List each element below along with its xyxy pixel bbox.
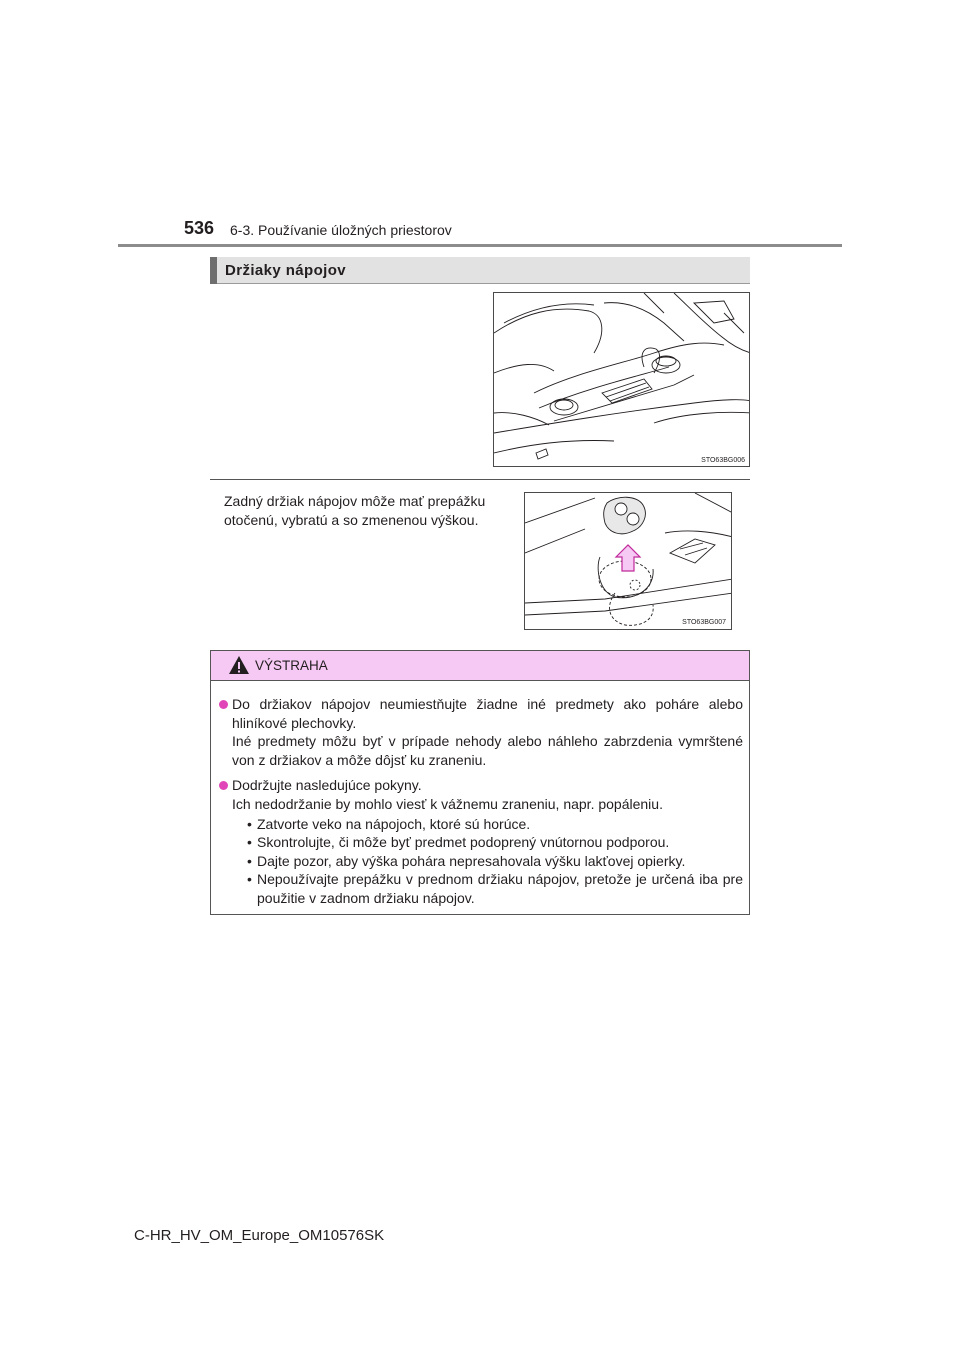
lift-arrow-icon bbox=[616, 545, 640, 571]
bullet-icon bbox=[219, 700, 228, 709]
figure-code: STO63BG006 bbox=[701, 457, 745, 464]
list-item-text: Dajte pozor, aby výška pohára nepresahovala výšku lakťovej opierky. bbox=[257, 852, 686, 869]
section-title: 6-3. Používanie úložných priestorov bbox=[230, 222, 452, 238]
warning-item bbox=[219, 776, 743, 907]
list-item bbox=[245, 815, 743, 834]
warning-item-text: Iné predmety môžu byť v prípade nehody alebo náhleho zabrzdenia vymrštené von z držiakov a môže dôjsť ku zraneniu. bbox=[232, 733, 743, 768]
list-item-text: Skontrolujte, či môže byť predmet podoprený vnútornou podporou. bbox=[257, 834, 670, 851]
section-divider bbox=[210, 479, 750, 480]
partition-illustration bbox=[524, 492, 732, 630]
partition-drawing bbox=[525, 493, 732, 630]
instruction-list bbox=[245, 815, 743, 908]
warning-item-text: Do držiakov nápojov neumiestňujte žiadne iné predmety ako poháre alebo hliníkové plechovky. bbox=[232, 696, 743, 731]
heading-text: Držiaky nápojov bbox=[225, 262, 347, 279]
warning-item-text: Ich nedodržanie by mohlo viesť k vážnemu zraneniu, napr. popáleniu. bbox=[232, 795, 663, 812]
warning-title: VÝSTRAHA bbox=[255, 658, 328, 673]
list-item bbox=[245, 870, 743, 907]
bullet-dot-icon: • bbox=[247, 834, 252, 851]
console-drawing bbox=[494, 293, 750, 467]
header-rule bbox=[118, 244, 842, 247]
warning-item-text: Dodržujte nasledujúce pokyny. bbox=[232, 777, 422, 794]
caption-text: Zadný držiak nápojov môže mať prepážku otočenú, vybratú a so zmenenou výškou. bbox=[224, 493, 486, 528]
warning-item bbox=[219, 695, 743, 769]
section-heading bbox=[210, 257, 750, 284]
page-number: 536 bbox=[184, 218, 215, 238]
list-item-text: Nepoužívajte prepážku v prednom držiaku nápojov, pretože je určená iba pre použitie v zadnom držiaku nápojov. bbox=[257, 871, 743, 906]
warning-icon bbox=[228, 655, 250, 675]
list-item bbox=[245, 852, 743, 871]
bullet-dot-icon: • bbox=[247, 852, 252, 869]
list-item-text: Zatvorte veko na nápojoch, ktoré sú horúce. bbox=[257, 815, 531, 832]
bullet-dot-icon: • bbox=[247, 815, 252, 832]
warning-body bbox=[211, 681, 749, 908]
footer-doc-id: C-HR_HV_OM_Europe_OM10576SK bbox=[134, 1227, 385, 1244]
list-item bbox=[245, 833, 743, 852]
bullet-icon bbox=[219, 781, 228, 790]
warning-header bbox=[211, 651, 749, 681]
figure-code: STO63BG007 bbox=[682, 619, 726, 626]
cup-holder-illustration bbox=[493, 292, 750, 467]
heading-marker bbox=[210, 257, 217, 284]
warning-box bbox=[210, 650, 750, 915]
bullet-dot-icon: • bbox=[247, 871, 252, 888]
